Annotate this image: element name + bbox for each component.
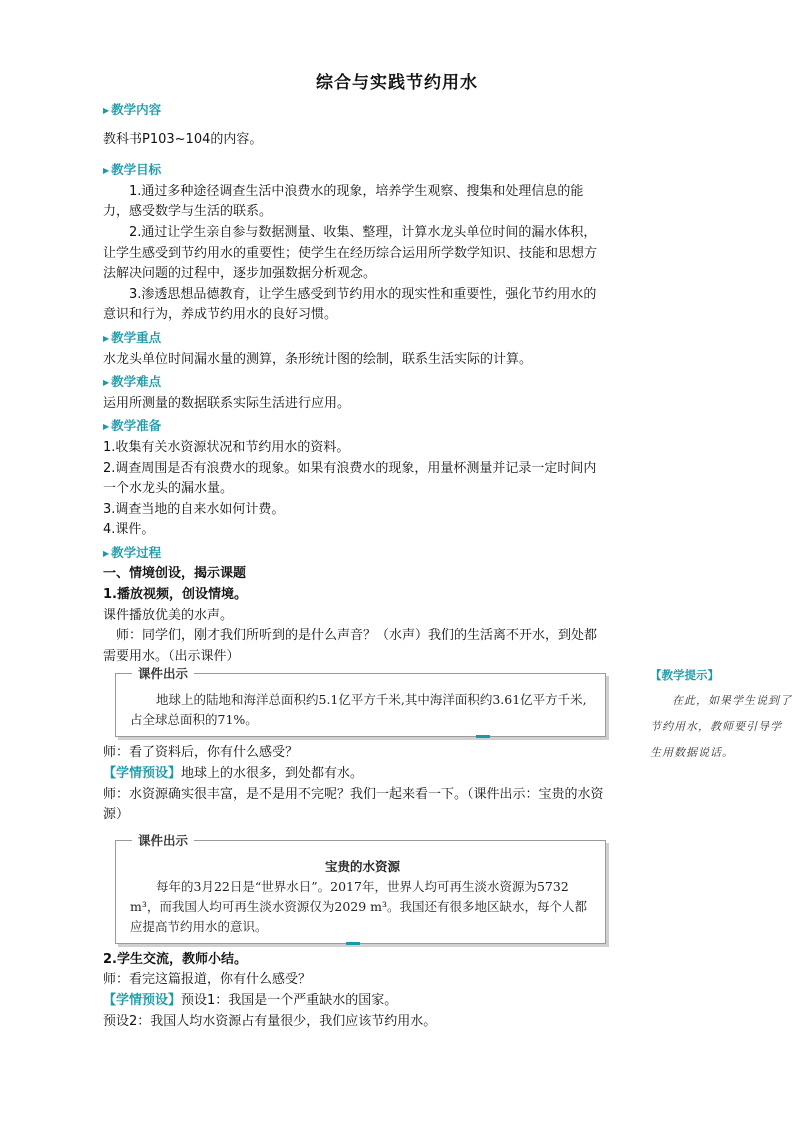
paragraph: 师：水资源确实很丰富，是不是用不完呢？我们一起来看一下。（课件出示：宝贵的水资源） — [103, 786, 604, 823]
section-heading-content: ▶ 教学内容 — [103, 102, 162, 117]
preset-tag: 【学情预设】 — [103, 993, 182, 1008]
box-accent-line — [346, 942, 360, 945]
prep-item: 2.调查周围是否有浪费水的现象。如果有浪费水的现象，用量杯测量并记录一定时间内一个水龙头的漏水量。 — [103, 460, 597, 497]
triangle-bullet-icon: ▶ — [103, 106, 110, 115]
courseware-text: 地球上的陆地和海洋总面积约5.1亿平方千米,其中海洋面积约3.61亿平方千米,占全球总面积的71%。 — [130, 692, 587, 728]
prep-item: 4.课件。 — [103, 522, 155, 538]
courseware-text: 每年的3月22日是“世界水日”。2017年，世界人均可再生淡水资源为5732 m³，而我国人均可再生淡水资源仅为2029 m³。我国还有很多地区缺水，每个人都应提高节约用水的意识。 — [130, 878, 588, 934]
section-heading-prep: ▶ 教学准备 — [103, 418, 162, 434]
lesson-body — [103, 98, 606, 1032]
teaching-tip-text: 在此，如果学生说到了节约用水，教师要引导学生用数据说话。 — [650, 694, 792, 759]
prep-item: 3.调查当地的自来水如何计费。 — [103, 501, 285, 517]
triangle-bullet-icon: ▶ — [103, 548, 110, 558]
sub-step: 2.学生交流，教师小结。 — [103, 951, 247, 967]
teaching-tip — [650, 662, 792, 766]
preset-tag: 【学情预设】 — [103, 766, 182, 782]
page-title: 综合与实践节约用水 — [316, 73, 478, 93]
paragraph: 课件播放优美的水声。 — [103, 607, 234, 623]
paragraph: 师：看了资料后，你有什么感受？ — [103, 745, 299, 761]
triangle-bullet-icon: ▶ — [103, 378, 110, 388]
triangle-bullet-icon: ▶ — [103, 166, 110, 176]
section-heading-difficulty: ▶ 教学难点 — [103, 374, 162, 390]
section-heading-goals: ▶ 教学目标 — [103, 162, 162, 178]
courseware-tag: 课件出示 — [132, 664, 194, 684]
goal-item: 2.通过让学生亲自参与数据测量、收集、整理，计算水龙头单位时间的漏水体积，让学生感受到节约用水的重要性；使学生在经历综合运用所学数学知识、技能和思想方法解决问题的过程中，逐步加强数据分析观念。 — [103, 224, 598, 282]
paragraph: 预设2：我国人均水资源占有量很少，我们应该节约用水。 — [103, 1013, 437, 1029]
goal-item: 3.渗透思想品德教育，让学生感受到节约用水的现实性和重要性，强化节约用水的意识和行为，养成节约用水的良好习惯。 — [103, 286, 597, 323]
sub-step: 1.播放视频，创设情境。 — [103, 587, 247, 603]
key-text: 水龙头单位时间漏水量的测算，条形统计图的绘制，联系生活实际的计算。 — [103, 351, 533, 367]
triangle-bullet-icon: ▶ — [103, 422, 110, 432]
paragraph: 师：同学们，刚才我们所听到的是什么声音？（水声）我们的生活离不开水，到处都需要用水。（出示课件） — [103, 628, 598, 664]
paragraph: 【学情预设】预设1：我国是一个严重缺水的国家。 — [103, 993, 398, 1008]
teaching-tip-heading: 【教学提示】 — [650, 668, 719, 682]
content-text: 教科书P103~104的内容。 — [103, 131, 263, 147]
prep-item: 1.收集有关水资源状况和节约用水的资料。 — [103, 439, 350, 455]
difficulty-text: 运用所测量的数据联系实际生活进行应用。 — [103, 395, 351, 411]
courseware-box — [115, 666, 606, 737]
courseware-box — [115, 832, 606, 944]
paragraph: 【学情预设】地球上的水很多，到处都有水。 — [103, 766, 364, 782]
courseware-tag: 课件出示 — [132, 831, 194, 851]
section-heading-process: ▶ 教学过程 — [103, 544, 162, 560]
courseware-title: 宝贵的水资源 — [324, 858, 400, 874]
goal-item: 1.通过多种途径调查生活中浪费水的现象，培养学生观察、搜集和处理信息的能力，感受数学与生活的联系。 — [103, 183, 584, 220]
triangle-bullet-icon: ▶ — [103, 333, 110, 343]
paragraph: 师：看完这篇报道，你有什么感受？ — [103, 972, 312, 988]
box-accent-line — [476, 735, 490, 738]
step-heading: 一、情境创设，揭示课题 — [103, 566, 247, 582]
section-heading-key: ▶ 教学重点 — [103, 329, 162, 345]
